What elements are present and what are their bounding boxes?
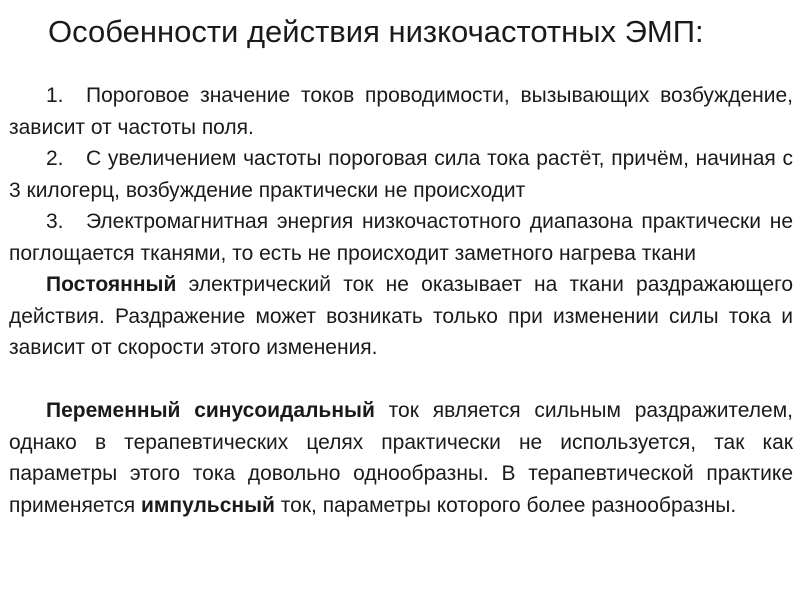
list-item-2: [9, 143, 793, 206]
list-item-number: 3.: [46, 210, 64, 233]
list-item-number: 2.: [46, 147, 64, 170]
paragraph-direct-current: [9, 269, 793, 364]
term-pulsed: импульсный: [140, 493, 275, 517]
slide-content: [9, 80, 793, 521]
paragraph-text: электрический ток не оказывает на ткани раздражающего действия. Раздражение может возникать только при изменении силы тока и зависит от скорости этого изменения.: [9, 273, 793, 359]
spacer: [9, 364, 793, 396]
slide-title: Особенности действия низкочастотных ЭМП:: [48, 14, 704, 49]
term-sinusoidal: Переменный синусоидальный: [46, 399, 375, 422]
list-item-text: С увеличением частоты пороговая сила тока растёт, причём, начиная с 3 килогерц, возбуждение практически не происходит: [9, 147, 793, 202]
list-item-text: Пороговое значение токов проводимости, вызывающих возбуждение, зависит от частоты поля.: [9, 84, 793, 139]
paragraph-text: ток является сильным раздражителем, однако в терапевтических целях практически не используется, так как параметры этого тока довольно однообразны. В терапевтической практике применяется: [9, 399, 793, 517]
list-item-1: [9, 80, 793, 143]
term-direct: Постоянный: [46, 273, 177, 296]
paragraph-alternating-current: [9, 395, 793, 521]
list-item-number: 1.: [46, 84, 64, 107]
list-item-text: Электромагнитная энергия низкочастотного диапазона практически не поглощается тканями, то есть не происходит заметного нагрева ткани: [9, 210, 793, 265]
list-item-3: [9, 206, 793, 269]
paragraph-text-end: ток, параметры которого более разнообразны.: [274, 493, 737, 517]
